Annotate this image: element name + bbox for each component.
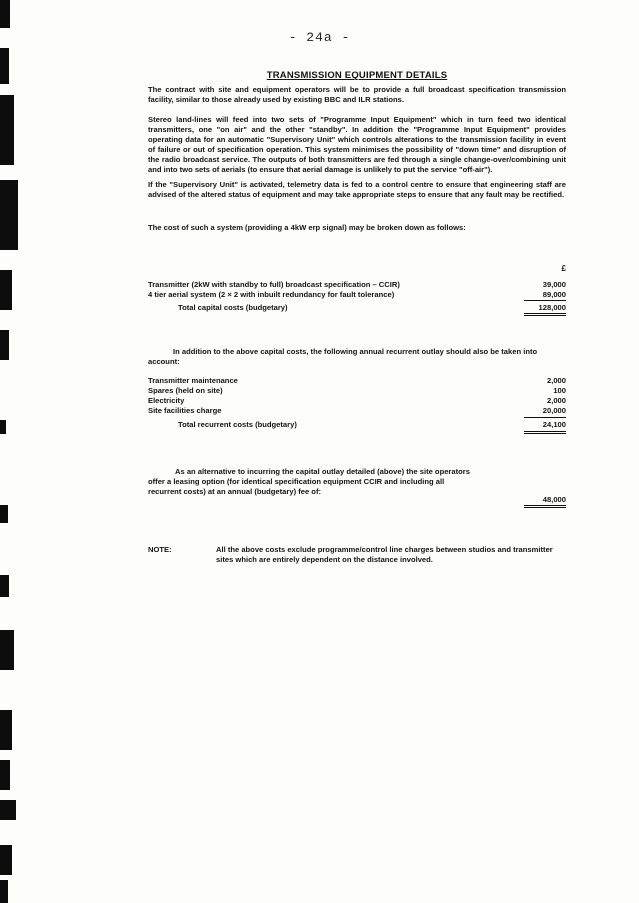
scan-edge-mark: [0, 760, 10, 790]
scan-edge-mark: [0, 505, 8, 523]
scan-edge-mark: [0, 48, 9, 84]
leasing-option-text: As an alternative to incurring the capital outlay detailed (above) the site operators offer a leasing option (for identical specification equipment CCIR and including all recurrent costs) at an annual (budgetary) fee of:: [148, 467, 470, 497]
subtotal-rule: [524, 300, 566, 301]
note-text: All the above costs exclude programme/control line charges between studios and transmitter sites which are entirely dependent on the distance involved.: [216, 545, 553, 565]
scan-edge-mark: [0, 0, 10, 28]
total-double-rule: [524, 431, 566, 434]
paragraph-stereo-landlines: Stereo land-lines will feed into two sets of "Programme Input Equipment" which in turn feed two identical transmitters, one "on air" and the other "standby". In addition the "Programme Input Equipment" provides operating data for an automatic "Supervisory Unit" which controls alterations to the transmission facility in event of failure or out of specification operation. This system minimises the possibility of "down time" and disruption of the radio broadcast service. The outputs of both transmitters are fed through a single change-over/combining unit and into two sets of aerials (to ensure that aerial damage is unlikely to put the service "off-air").: [148, 115, 566, 175]
paragraph-supervisory-unit: If the "Supervisory Unit" is activated, telemetry data is fed to a control centre to ensure that engineering staff are advised of the altered status of equipment and may take appropriate steps to ensure that any fault may be rectified.: [148, 180, 566, 200]
recurrent-total-label: Total recurrent costs (budgetary): [178, 420, 297, 429]
paragraph-contract: The contract with site and equipment operators will be to provide a full broadcast specification transmission facility, similar to those already used by existing BBC and ILR stations.: [148, 85, 566, 105]
total-double-rule: [524, 505, 566, 508]
capital-total-value: 128,000: [538, 303, 566, 312]
scan-edge-mark: [0, 710, 12, 750]
scan-edge-mark: [0, 575, 9, 597]
recurrent-cost-value: 2,000: [546, 376, 566, 385]
capital-cost-label: 4 tier aerial system (2 × 2 with inbuilt redundancy for fault tolerance): [148, 290, 395, 299]
recurrent-cost-value: 20,000: [542, 406, 566, 415]
capital-cost-label: Transmitter (2kW with standby to full) broadcast specification – CCIR): [148, 280, 400, 289]
capital-total-label: Total capital costs (budgetary): [178, 303, 288, 312]
recurrent-cost-row: [148, 396, 566, 406]
capital-cost-row: [148, 290, 566, 300]
capital-cost-value: 39,000: [542, 280, 566, 289]
recurrent-cost-value: 2,000: [546, 396, 566, 405]
recurrent-cost-label: Site facilities charge: [148, 406, 222, 415]
subtotal-rule: [524, 417, 566, 418]
scan-edge-mark: [0, 630, 14, 670]
recurrent-cost-value: 100: [553, 386, 566, 395]
page-number: - 24a -: [288, 30, 351, 45]
recurrent-cost-label: Spares (held on site): [148, 386, 223, 395]
scan-edge-mark: [0, 95, 14, 165]
leasing-fee-value: 48,000: [542, 495, 566, 504]
recurrent-total-value: 24,100: [542, 420, 566, 429]
document-title: TRANSMISSION EQUIPMENT DETAILS: [266, 70, 448, 81]
scan-edge-mark: [0, 270, 12, 310]
recurrent-cost-label: Electricity: [148, 396, 185, 405]
scan-edge-mark: [0, 880, 8, 903]
scan-edge-mark: [0, 180, 18, 250]
scan-edge-mark: [0, 800, 16, 820]
recurrent-cost-row: [148, 386, 566, 396]
recurrent-cost-row: [148, 376, 566, 386]
recurrent-cost-label: Transmitter maintenance: [148, 376, 238, 385]
recurrent-cost-intro: In addition to the above capital costs, the following annual recurrent outlay should also be taken into account:: [148, 347, 538, 367]
recurrent-cost-row: [148, 406, 566, 416]
capital-cost-value: 89,000: [542, 290, 566, 299]
scan-edge-mark: [0, 420, 6, 434]
currency-symbol: £: [561, 264, 566, 273]
recurrent-total-row: [148, 420, 566, 430]
capital-total-row: [148, 303, 566, 313]
note-label: NOTE:: [148, 545, 172, 554]
scan-edge-mark: [0, 330, 9, 360]
scan-edge-mark: [0, 845, 12, 875]
total-double-rule: [524, 313, 566, 316]
capital-cost-intro: The cost of such a system (providing a 4kW erp signal) may be broken down as follows:: [148, 223, 466, 232]
capital-cost-row: [148, 280, 566, 290]
